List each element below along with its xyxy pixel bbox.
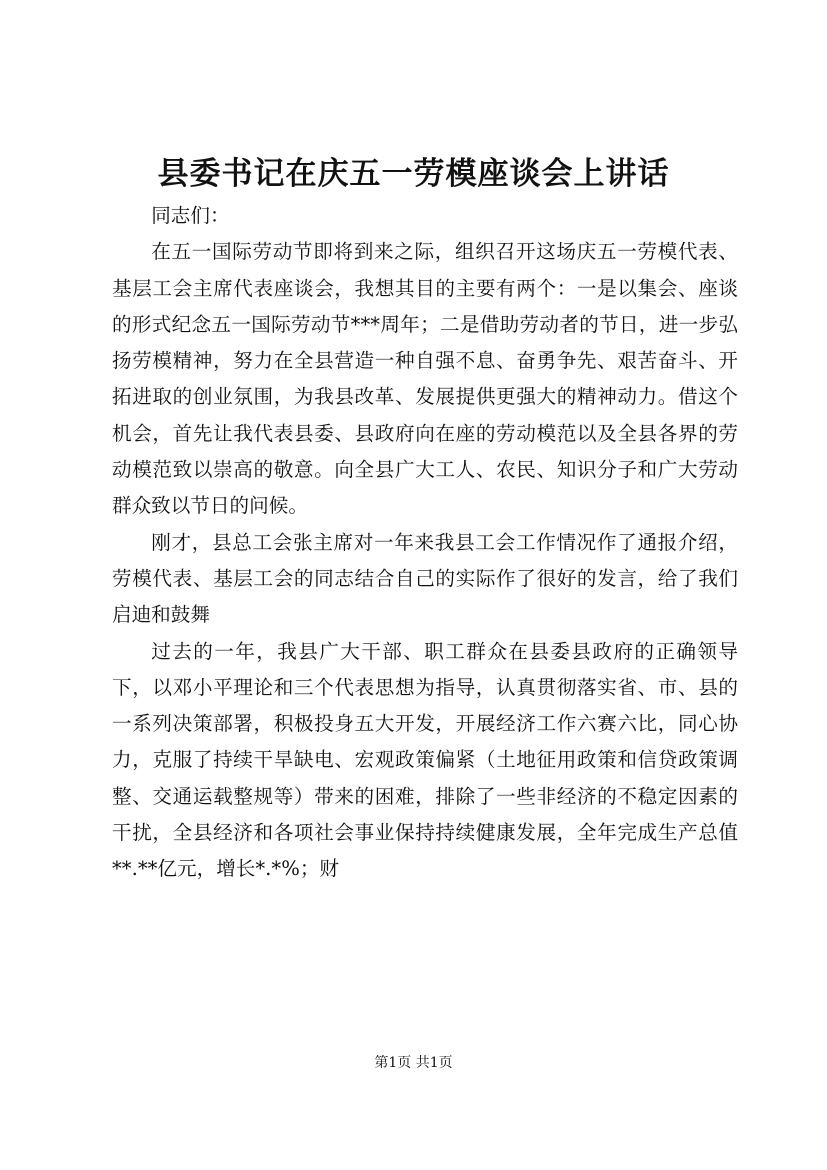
page-title: 县委书记在庆五一劳模座谈会上讲话 <box>157 156 670 192</box>
page-footer: 第1页 共1页 <box>374 1055 453 1071</box>
salutation: 同志们： <box>151 204 230 227</box>
paragraph-union-report: 刚才，县总工会张主席对一年来我县工会工作情况作了通报介绍，劳模代表、基层工会的同志结合自己的实际作了很好的发言，给了我们启迪和鼓舞 <box>112 530 738 627</box>
paragraph-past-year: 过去的一年，我县广大干部、职工群众在县委县政府的正确领导下，以邓小平理论和三个代表思想为指导，认真贯彻落实省、市、县的一系列决策部署，积极投身五大开发，开展经济工作六赛六比，同心协力，克服了持续干旱缺电、宏观政策偏紧（土地征用政策和信贷政策调整、交通运载整规等）带来的困难，排除了一些非经济的不稳定因素的干扰，全县经济和各项社会事业保持持续健康发展，全年完成生产总值**.**亿元，增长*.*%；财 <box>112 639 738 881</box>
paragraph-opening: 在五一国际劳动节即将到来之际，组织召开这场庆五一劳模代表、基层工会主席代表座谈会，我想其目的主要有两个：一是以集会、座谈的形式纪念五一国际劳动节***周年；二是借助劳动者的节日，进一步弘扬劳模精神，努力在全县营造一种自强不息、奋勇争先、艰苦奋斗、开拓进取的创业氛围，为我县改革、发展提供更强大的精神动力。借这个机会，首先让我代表县委、县政府向在座的劳动模范以及全县各界的劳动模范致以崇高的敬意。向全县广大工人、农民、知识分子和广大劳动群众致以节日的问候。 <box>112 240 738 518</box>
document-body <box>112 198 738 888</box>
